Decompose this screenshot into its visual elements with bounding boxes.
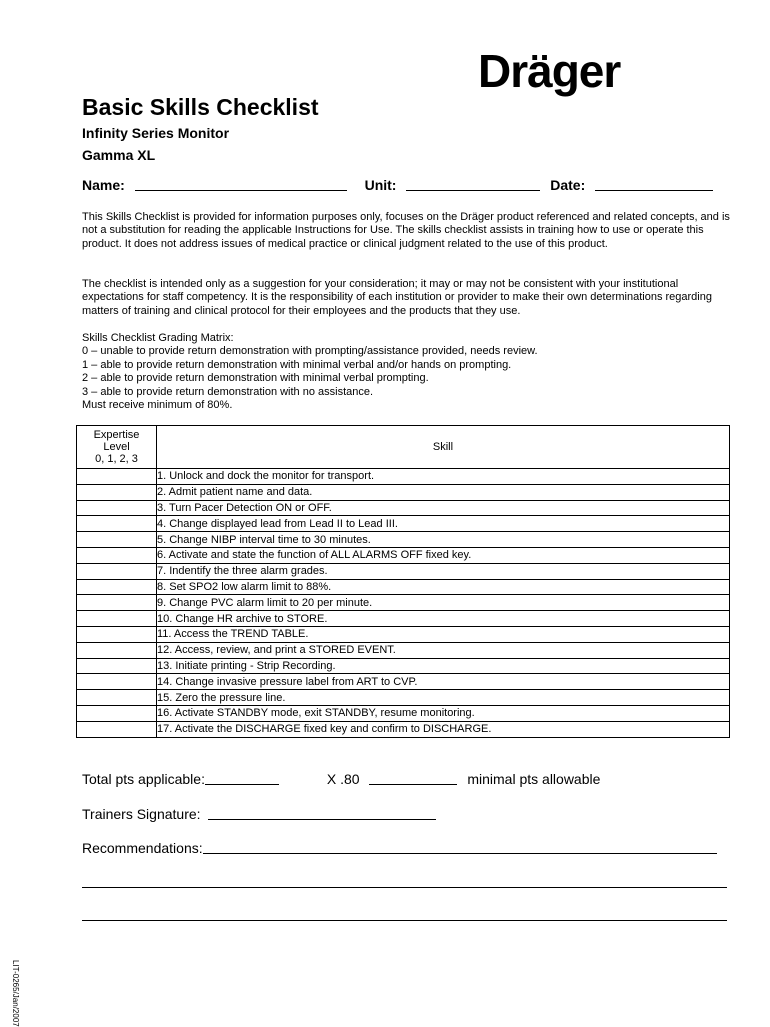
page-title: Basic Skills Checklist bbox=[82, 94, 319, 120]
intro-paragraph-2: The checklist is intended only as a suggestion for your consideration; it may or may not be consistent with your institutional expectations for staff competency. It is the responsibility of each institution or provider to make their own determinations regarding matters of training and clinical protocol for their employees and the products that they use. bbox=[82, 278, 712, 317]
skill-15: 15. Zero the pressure line. bbox=[157, 690, 730, 706]
date-field[interactable] bbox=[595, 176, 713, 191]
level-input-2[interactable] bbox=[77, 484, 157, 500]
skill-17: 17. Activate the DISCHARGE fixed key and confirm to DISCHARGE. bbox=[157, 721, 730, 737]
skill-2: 2. Admit patient name and data. bbox=[157, 484, 730, 500]
name-field[interactable] bbox=[135, 176, 347, 191]
grading-level-1: 1 – able to provide return demonstration with minimal verbal and/or hands on prompting. bbox=[82, 358, 512, 371]
header-expertise: Expertise bbox=[93, 429, 140, 441]
level-input-6[interactable] bbox=[77, 547, 157, 563]
unit-field[interactable] bbox=[406, 176, 540, 191]
table-row bbox=[77, 500, 730, 516]
grading-heading: Skills Checklist Grading Matrix: bbox=[82, 332, 234, 344]
table-row bbox=[77, 721, 730, 737]
expertise-level-header bbox=[77, 426, 157, 469]
table-row bbox=[77, 595, 730, 611]
table-row bbox=[77, 611, 730, 627]
skill-10: 10. Change HR archive to STORE. bbox=[157, 611, 730, 627]
level-input-15[interactable] bbox=[77, 690, 157, 706]
signature-line bbox=[82, 805, 436, 822]
product-model: Gamma XL bbox=[82, 147, 156, 163]
table-row bbox=[77, 547, 730, 563]
level-input-11[interactable] bbox=[77, 626, 157, 642]
grading-level-2: 2 – able to provide return demonstration with minimal verbal prompting. bbox=[82, 372, 429, 385]
unit-label: Unit: bbox=[364, 177, 397, 193]
table-row bbox=[77, 690, 730, 706]
grading-level-3: 3 – able to provide return demonstration with no assistance. bbox=[82, 385, 374, 398]
skill-4: 4. Change displayed lead from Lead II to Lead III. bbox=[157, 516, 730, 532]
level-input-1[interactable] bbox=[77, 469, 157, 485]
level-input-13[interactable] bbox=[77, 658, 157, 674]
recommendations-line bbox=[82, 839, 717, 856]
skill-6: 6. Activate and state the function of ALL ALARMS OFF fixed key. bbox=[157, 547, 730, 563]
header-level: Level bbox=[103, 441, 130, 453]
grading-matrix bbox=[82, 332, 732, 412]
signature-label: Trainers Signature: bbox=[82, 806, 201, 822]
table-row bbox=[77, 674, 730, 690]
table-row bbox=[77, 532, 730, 548]
table-header-row bbox=[77, 426, 730, 469]
skill-8: 8. Set SPO2 low alarm limit to 88%. bbox=[157, 579, 730, 595]
table-row bbox=[77, 579, 730, 595]
level-input-14[interactable] bbox=[77, 674, 157, 690]
total-points-line bbox=[82, 770, 600, 787]
recommendations-field[interactable] bbox=[203, 839, 717, 854]
table-row bbox=[77, 469, 730, 485]
recommendations-rule-2[interactable] bbox=[82, 920, 727, 921]
level-input-17[interactable] bbox=[77, 721, 157, 737]
grading-minimum: Must receive minimum of 80%. bbox=[82, 399, 233, 412]
table-row bbox=[77, 563, 730, 579]
recommendations-rule-1[interactable] bbox=[82, 887, 727, 888]
skill-12: 12. Access, review, and print a STORED EVENT. bbox=[157, 642, 730, 658]
skill-11: 11. Access the TREND TABLE. bbox=[157, 626, 730, 642]
signature-field[interactable] bbox=[208, 805, 436, 820]
recommendations-label: Recommendations: bbox=[82, 840, 203, 856]
table-row bbox=[77, 626, 730, 642]
level-input-10[interactable] bbox=[77, 611, 157, 627]
header-fields bbox=[82, 176, 713, 193]
grading-level-0: 0 – unable to provide return demonstration with prompting/assistance provided, needs review. bbox=[82, 345, 538, 358]
header-range: 0, 1, 2, 3 bbox=[95, 453, 138, 465]
level-input-7[interactable] bbox=[77, 563, 157, 579]
product-series: Infinity Series Monitor bbox=[82, 125, 230, 141]
table-row bbox=[77, 642, 730, 658]
level-input-8[interactable] bbox=[77, 579, 157, 595]
skill-3: 3. Turn Pacer Detection ON or OFF. bbox=[157, 500, 730, 516]
level-input-16[interactable] bbox=[77, 705, 157, 721]
intro-paragraph-1: This Skills Checklist is provided for information purposes only, focuses on the Dräger product referenced and related concepts, and is not a substitution for reading the applicable Instructions for Use. The skills checklist assists in training how to use or operate this product. It does not address issues of medical practice or clinical judgment related to the use of this product. bbox=[82, 211, 730, 250]
skill-13: 13. Initiate printing - Strip Recording. bbox=[157, 658, 730, 674]
level-input-12[interactable] bbox=[77, 642, 157, 658]
level-input-9[interactable] bbox=[77, 595, 157, 611]
level-input-3[interactable] bbox=[77, 500, 157, 516]
total-field[interactable] bbox=[205, 770, 279, 785]
table-row bbox=[77, 516, 730, 532]
skill-9: 9. Change PVC alarm limit to 20 per minute. bbox=[157, 595, 730, 611]
minimal-field[interactable] bbox=[369, 770, 457, 785]
multiplier-label: X .80 bbox=[326, 771, 360, 787]
level-input-5[interactable] bbox=[77, 532, 157, 548]
level-input-4[interactable] bbox=[77, 516, 157, 532]
table-row bbox=[77, 658, 730, 674]
name-label: Name: bbox=[82, 177, 125, 193]
table-row bbox=[77, 705, 730, 721]
skill-1: 1. Unlock and dock the monitor for transport. bbox=[157, 469, 730, 485]
skills-table bbox=[76, 425, 730, 738]
document-code: LIT-0265/Jan/2007 bbox=[11, 960, 20, 1027]
table-row bbox=[77, 484, 730, 500]
minimal-label: minimal pts allowable bbox=[467, 771, 601, 787]
total-label: Total pts applicable: bbox=[82, 771, 205, 787]
skill-16: 16. Activate STANDBY mode, exit STANDBY, resume monitoring. bbox=[157, 705, 730, 721]
skill-7: 7. Indentify the three alarm grades. bbox=[157, 563, 730, 579]
skill-14: 14. Change invasive pressure label from ART to CVP. bbox=[157, 674, 730, 690]
skill-5: 5. Change NIBP interval time to 30 minutes. bbox=[157, 532, 730, 548]
date-label: Date: bbox=[550, 177, 586, 193]
drager-logo: Dräger bbox=[478, 45, 621, 97]
skill-header: Skill bbox=[157, 426, 730, 469]
